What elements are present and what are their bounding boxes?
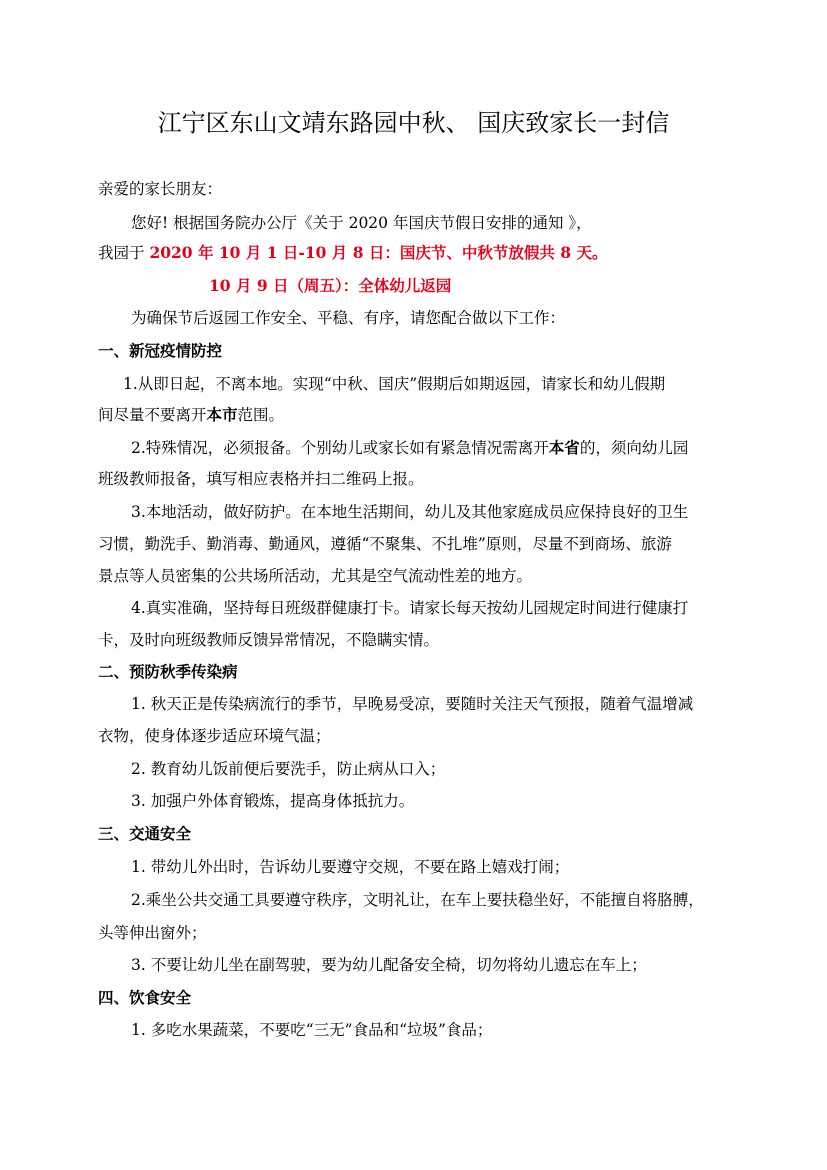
letter-title: 江宁区东山文靖东路园中秋、 国庆致家长一封信	[157, 109, 670, 137]
covid-item-2-line-2: 班级教师报备，填写相应表格并扫二维码上报。	[98, 470, 424, 488]
intro-line-2-prefix: 我园于	[98, 244, 150, 262]
covid-item-3-line-3: 景点等人员密集的公共场所活动，尤其是空气流动性差的地方。	[98, 567, 533, 585]
covid-item-2-text: 2.特殊情况，必须报备。个别幼儿或家长如有紧急情况需离开	[131, 439, 549, 457]
section-heading-food: 四、饮食安全	[98, 988, 192, 1007]
food-item-1: 1. 多吃水果蔬菜，不要吃“三无”食品和“垃圾”食品；	[131, 1021, 493, 1039]
holiday-dates-highlight: 2020 年 10 月 1 日-10 月 8 日：国庆节、中秋节放假共 8 天。	[149, 243, 608, 262]
covid-item-2-bold: 本省	[548, 438, 580, 457]
disease-item-1-line-2: 衣物，使身体逐步适应环境气温；	[98, 727, 331, 745]
request-line: 为确保节后返园工作安全、平稳、有序，请您配合做以下工作：	[131, 309, 566, 327]
intro-line-1: 您好! 根据国务院办公厅《关于 2020 年国庆节假日安排的通知 》，	[131, 214, 592, 232]
covid-item-1-suffix: 范围。	[237, 406, 285, 424]
traffic-item-2-line-1: 2.乘坐公共交通工具要遵守秩序，文明礼让，在车上要扶稳坐好，不能擅自将胳膊，	[131, 891, 704, 909]
covid-item-2-line-1	[131, 437, 688, 459]
covid-item-1-line-2	[98, 404, 284, 426]
covid-item-3-line-1: 3.本地活动，做好防护。在本地生活期间，幼儿及其他家庭成员应保持良好的卫生	[131, 503, 689, 521]
section-heading-autumn-disease: 二、预防秋季传染病	[98, 662, 238, 681]
disease-item-1-line-1: 1. 秋天正是传染病流行的季节，早晚易受凉，要随时关注天气预报，随着气温增减	[131, 695, 694, 713]
disease-item-2: 2. 教育幼儿饭前便后要洗手，防止病从口入；	[131, 760, 446, 778]
traffic-item-2-line-2: 头等伸出窗外；	[98, 924, 207, 942]
section-heading-covid: 一、新冠疫情防控	[98, 341, 223, 360]
disease-item-3: 3. 加强户外体育锻炼，提高身体抵抗力。	[131, 792, 415, 810]
covid-item-1-line-1: 1.从即日起，不离本地。实现“中秋、国庆”假期后如期返园，请家长和幼儿假期	[123, 375, 666, 393]
covid-item-4-line-2: 卡，及时向班级教师反馈异常情况，不隐瞒实情。	[98, 631, 440, 649]
traffic-item-3: 3. 不要让幼儿坐在副驾驶，要为幼儿配备安全椅，切勿将幼儿遗忘在车上；	[131, 956, 647, 974]
greeting: 亲爱的家长朋友：	[98, 180, 223, 198]
return-notice: 10 月 9 日（周五）：全体幼儿返园	[209, 276, 452, 295]
covid-item-4-line-1: 4.真实准确，坚持每日班级群健康打卡。请家长每天按幼儿园规定时间进行健康打	[131, 599, 689, 617]
covid-item-1-bold: 本市	[206, 405, 238, 424]
intro-line-2	[98, 242, 607, 264]
covid-item-1-text: 间尽量不要离开	[98, 406, 207, 424]
covid-item-3-line-2: 习惯，勤洗手、勤消毒、勤通风，遵循“不聚集、不扎堆”原则，尽量不到商场、旅游	[98, 535, 672, 553]
section-heading-traffic: 三、交通安全	[98, 824, 192, 843]
covid-item-2-suffix: 的，须向幼儿园	[579, 439, 689, 457]
traffic-item-1: 1. 带幼儿外出时，告诉幼儿要遵守交规，不要在路上嬉戏打闹；	[131, 858, 570, 876]
